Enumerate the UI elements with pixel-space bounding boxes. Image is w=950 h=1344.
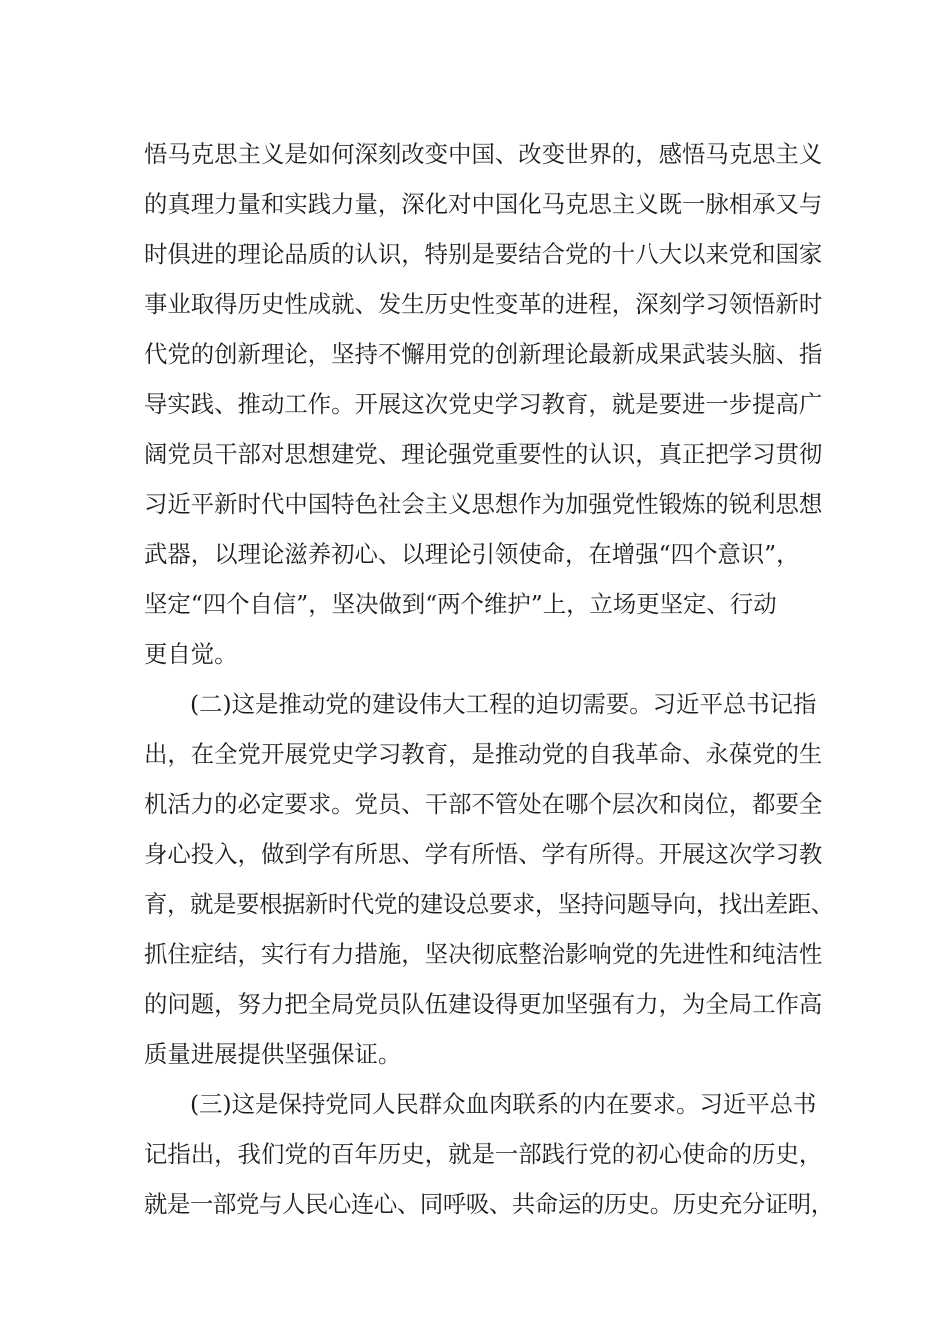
text-line: 就是一部党与人民心连心、同呼吸、共命运的历史。历史充分证明，: [144, 1190, 834, 1218]
text-line: 事业取得历史性成就、发生历史性变革的进程，深刻学习领悟新时: [144, 290, 823, 318]
text-line: 抓住症结，实行有力措施，坚决彻底整治影响党的先进性和纯洁性: [144, 940, 823, 968]
text-line: 出，在全党开展党史学习教育，是推动党的自我革命、永葆党的生: [144, 740, 823, 768]
text-line: 武器，以理论滋养初心、以理论引领使命，在增强“四个意识”，: [144, 540, 800, 568]
text-line: 阔党员干部对思想建党、理论强党重要性的认识，真正把学习贯彻: [144, 440, 823, 468]
text-line: 悟马克思主义是如何深刻改变中国、改变世界的，感悟马克思主义: [144, 140, 823, 168]
text-line: 质量进展提供坚强保证。: [144, 1040, 402, 1068]
text-line: 时俱进的理论品质的认识，特别是要结合党的十八大以来党和国家: [144, 240, 823, 268]
text-line: 习近平新时代中国特色社会主义思想作为加强党性锻炼的锐利思想: [144, 490, 823, 518]
text-line: 代党的创新理论，坚持不懈用党的创新理论最新成果武装头脑、指: [144, 340, 823, 368]
paragraph-start-line: (二)这是推动党的建设伟大工程的迫切需要。习近平总书记指: [190, 690, 817, 718]
text-line: 导实践、推动工作。开展这次党史学习教育，就是要进一步提高广: [144, 390, 823, 418]
text-line: 的问题，努力把全局党员队伍建设得更加坚强有力，为全局工作高: [144, 990, 823, 1018]
text-line: 育，就是要根据新时代党的建设总要求，坚持问题导向，找出差距、: [144, 890, 834, 918]
body-text: [144, 129, 834, 1229]
text-line: 更自觉。: [144, 640, 238, 668]
text-line: 机活力的必定要求。党员、干部不管处在哪个层次和岗位，都要全: [144, 790, 823, 818]
text-line: 记指出，我们党的百年历史，就是一部践行党的初心使命的历史，: [144, 1140, 823, 1168]
text-line: 坚定“四个自信”，坚决做到“两个维护”上，立场更坚定、行动: [144, 590, 777, 618]
text-line: 的真理力量和实践力量，深化对中国化马克思主义既一脉相承又与: [144, 190, 823, 218]
text-line: 身心投入，做到学有所思、学有所悟、学有所得。开展这次学习教: [144, 840, 823, 868]
paragraph-start-line: (三)这是保持党同人民群众血肉联系的内在要求。习近平总书: [190, 1090, 817, 1118]
